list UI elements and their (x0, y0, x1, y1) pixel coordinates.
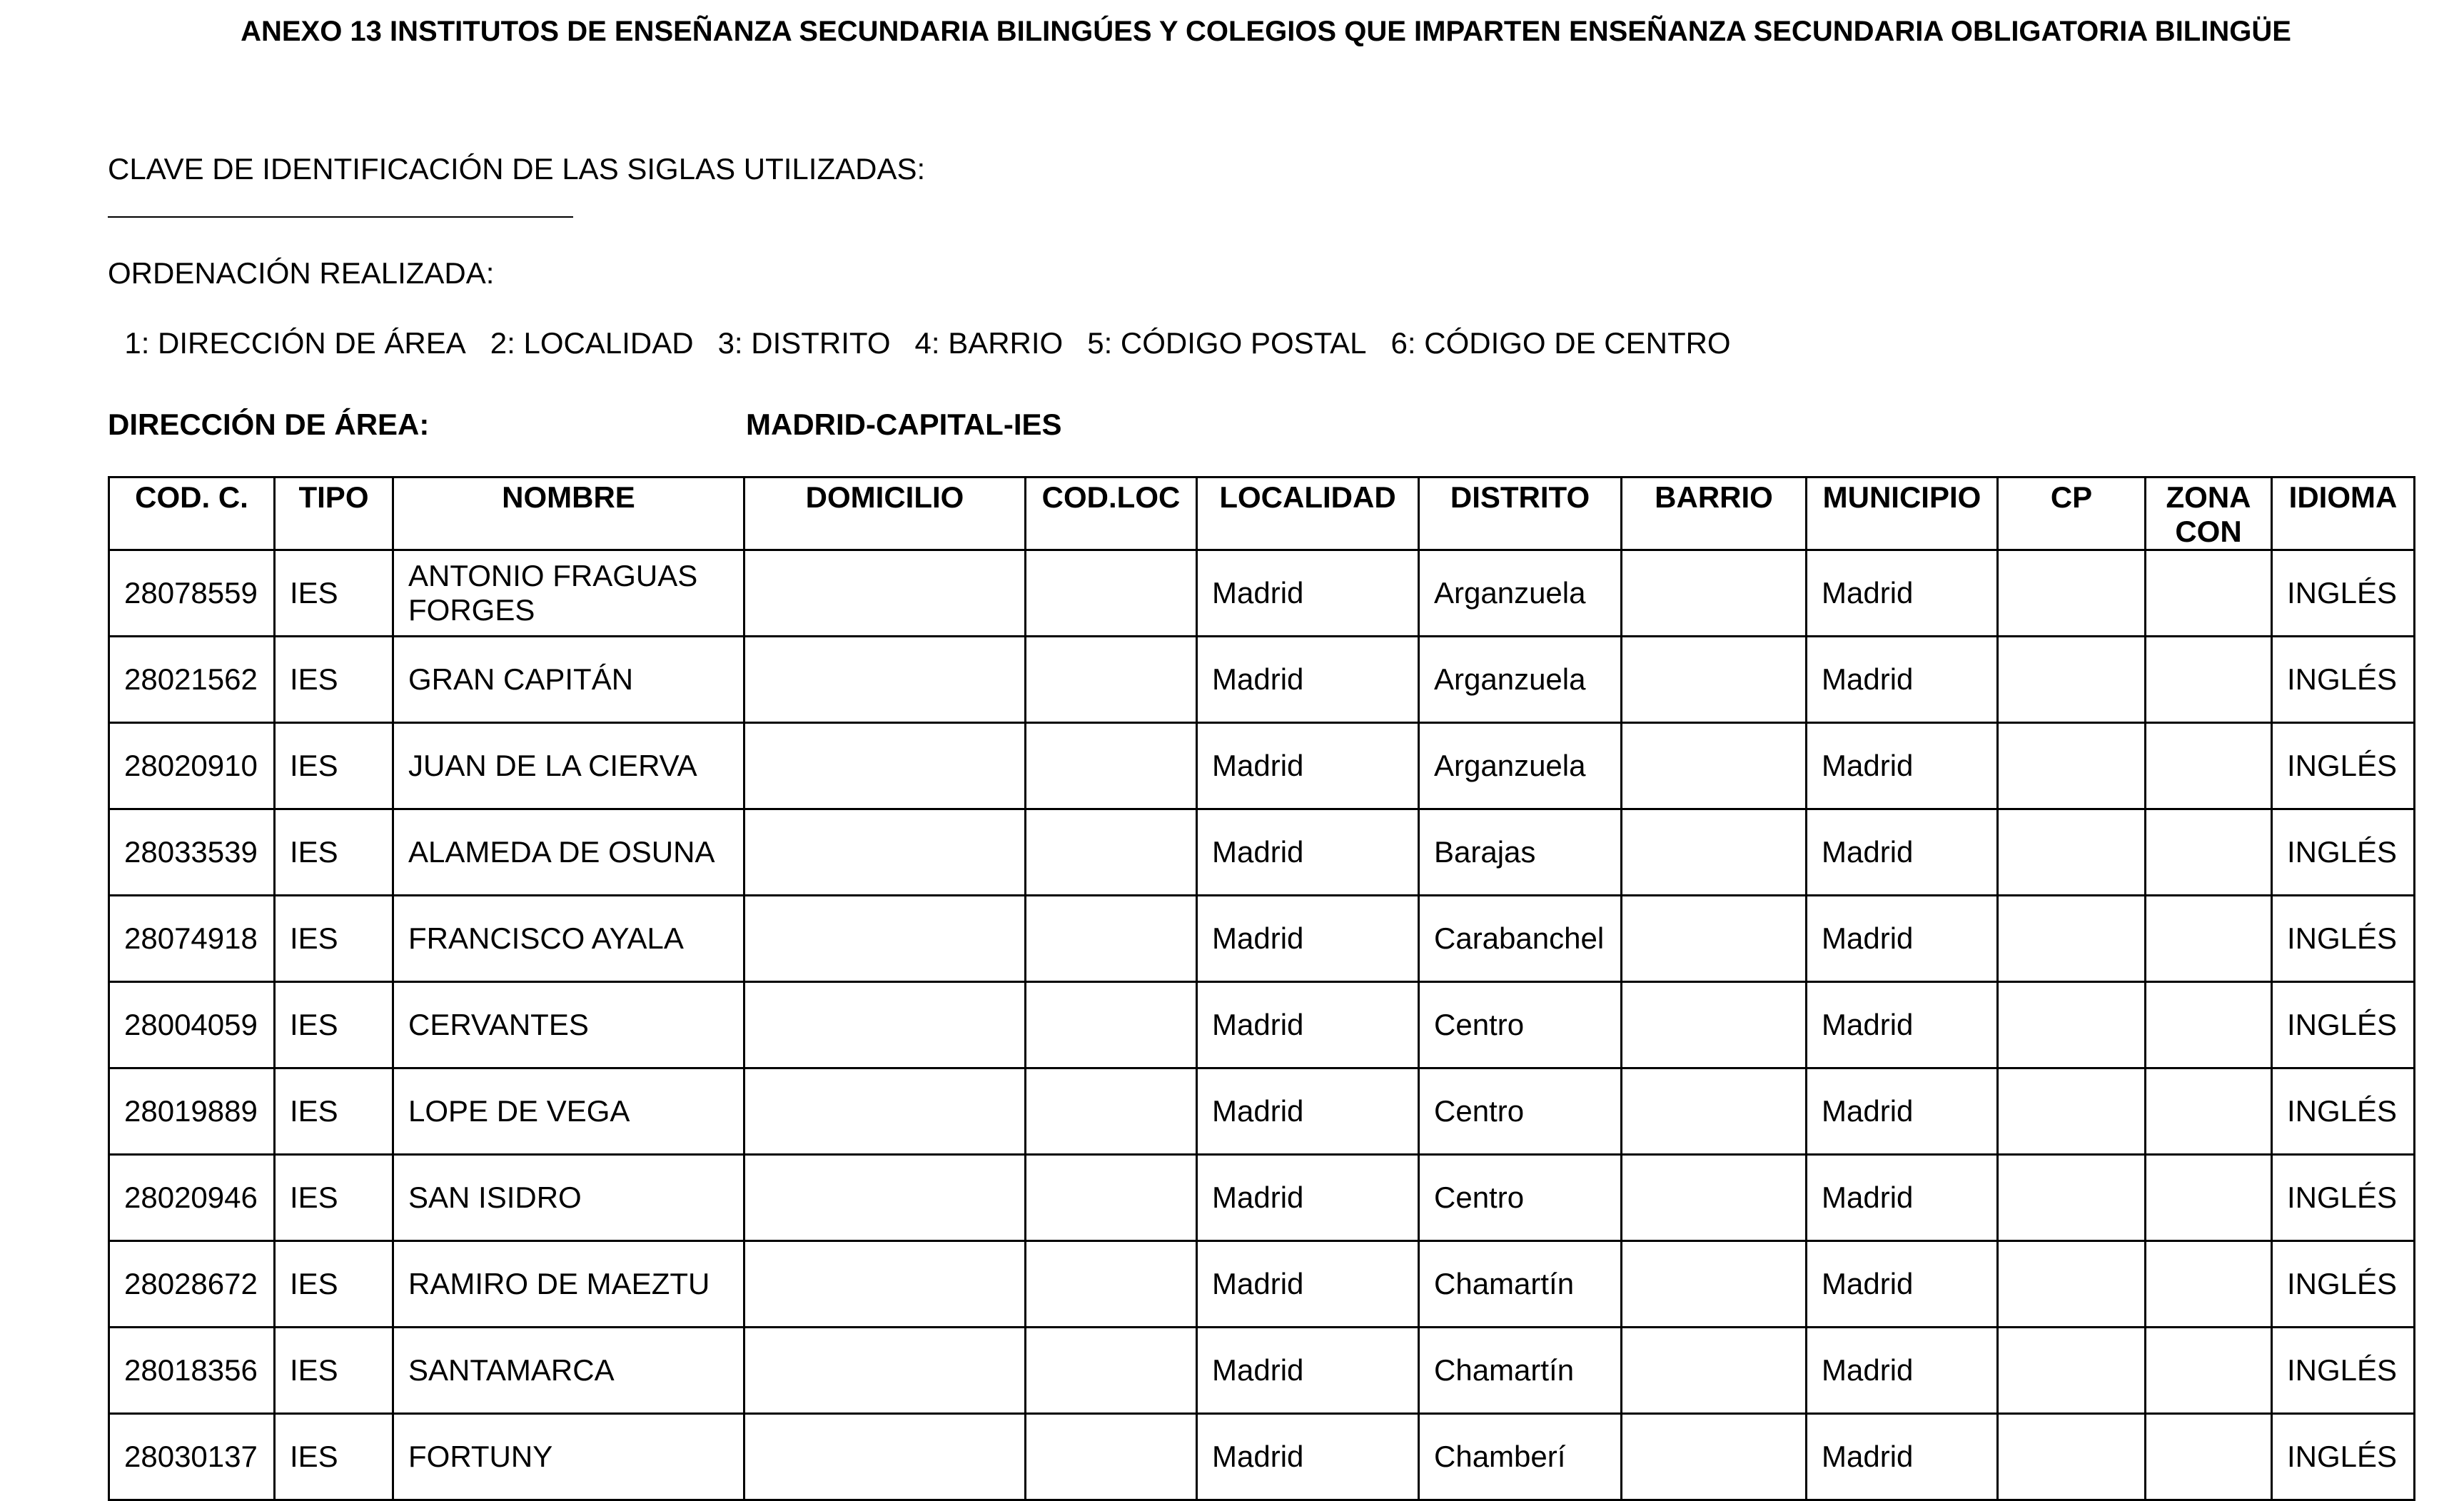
cell-zona-con (2146, 896, 2272, 982)
cell-barrio (1622, 809, 1807, 896)
cell-cp (1998, 637, 2146, 723)
schools-table (108, 476, 2415, 1501)
cell-barrio (1622, 1328, 1807, 1414)
cell-distrito: Arganzuela (1419, 637, 1622, 723)
cell-barrio (1622, 637, 1807, 723)
table-row (109, 896, 2415, 982)
ordering-item: 5: CÓDIGO POSTAL (1087, 326, 1367, 360)
cell-localidad: Madrid (1197, 1328, 1419, 1414)
cell-municipio: Madrid (1807, 982, 1998, 1068)
cell-cod: 28030137 (109, 1414, 275, 1500)
cell-nombre: FRANCISCO AYALA (393, 896, 744, 982)
cell-distrito: Barajas (1419, 809, 1622, 896)
ordering-item: 3: DISTRITO (717, 326, 891, 360)
table-row (109, 1328, 2415, 1414)
cell-localidad: Madrid (1197, 809, 1419, 896)
cell-municipio: Madrid (1807, 896, 1998, 982)
cell-codloc (1026, 1241, 1197, 1328)
cell-distrito: Arganzuela (1419, 550, 1622, 637)
cell-cod: 28078559 (109, 550, 275, 637)
cell-codloc (1026, 982, 1197, 1068)
cell-distrito: Chamartín (1419, 1328, 1622, 1414)
cell-cod: 28020946 (109, 1155, 275, 1241)
ordering-item: 4: BARRIO (914, 326, 1064, 360)
ordering-list (108, 290, 1755, 361)
cell-localidad: Madrid (1197, 723, 1419, 809)
table-row (109, 637, 2415, 723)
cell-domicilio (744, 1068, 1026, 1155)
column-header-idioma: IDIOMA (2272, 477, 2415, 550)
cell-cp (1998, 982, 2146, 1068)
cell-idioma: INGLÉS (2272, 723, 2415, 809)
cell-nombre: ANTONIO FRAGUAS FORGES (393, 550, 744, 637)
cell-municipio: Madrid (1807, 1155, 1998, 1241)
cell-idioma: INGLÉS (2272, 1068, 2415, 1155)
table-row (109, 1068, 2415, 1155)
document-title: ANEXO 13 INSTITUTOS DE ENSEÑANZA SECUNDARIA BILINGÚES Y COLEGIOS QUE IMPARTEN ENSEÑANZA SECUNDARIA OBLIGATORIA BILINGÜE (241, 16, 2291, 47)
cell-tipo: IES (275, 1155, 393, 1241)
cell-nombre: ALAMEDA DE OSUNA (393, 809, 744, 896)
area-value: MADRID-CAPITAL-IES (746, 408, 1062, 441)
cell-barrio (1622, 723, 1807, 809)
column-header-domicilio: DOMICILIO (744, 477, 1026, 550)
cell-cp (1998, 896, 2146, 982)
cell-barrio (1622, 982, 1807, 1068)
cell-domicilio (744, 1155, 1026, 1241)
cell-municipio: Madrid (1807, 1068, 1998, 1155)
cell-localidad: Madrid (1197, 896, 1419, 982)
cell-localidad: Madrid (1197, 1414, 1419, 1500)
cell-cod: 28020910 (109, 723, 275, 809)
cell-barrio (1622, 896, 1807, 982)
cell-zona-con (2146, 1414, 2272, 1500)
cell-cod: 28074918 (109, 896, 275, 982)
ordering-heading: ORDENACIÓN REALIZADA: (108, 256, 495, 290)
cell-municipio: Madrid (1807, 723, 1998, 809)
column-header-distrito: DISTRITO (1419, 477, 1622, 550)
cell-domicilio (744, 723, 1026, 809)
cell-idioma: INGLÉS (2272, 1241, 2415, 1328)
table-row (109, 982, 2415, 1068)
cell-domicilio (744, 809, 1026, 896)
cell-zona-con (2146, 550, 2272, 637)
cell-nombre: CERVANTES (393, 982, 744, 1068)
cell-cp (1998, 1241, 2146, 1328)
table-header-row (109, 477, 2415, 550)
cell-zona-con (2146, 982, 2272, 1068)
area-label: DIRECCIÓN DE ÁREA: (108, 408, 430, 441)
cell-distrito: Centro (1419, 1155, 1622, 1241)
ordering-item: 2: LOCALIDAD (490, 326, 694, 360)
cell-idioma: INGLÉS (2272, 1414, 2415, 1500)
cell-domicilio (744, 982, 1026, 1068)
cell-tipo: IES (275, 1328, 393, 1414)
sigla-key-heading: CLAVE DE IDENTIFICACIÓN DE LAS SIGLAS UTILIZADAS: (108, 152, 926, 186)
cell-zona-con (2146, 723, 2272, 809)
cell-idioma: INGLÉS (2272, 550, 2415, 637)
ordering-item: 6: CÓDIGO DE CENTRO (1390, 326, 1731, 360)
column-header-barrio: BARRIO (1622, 477, 1807, 550)
cell-cp (1998, 1414, 2146, 1500)
cell-tipo: IES (275, 982, 393, 1068)
cell-domicilio (744, 637, 1026, 723)
cell-cp (1998, 1068, 2146, 1155)
cell-localidad: Madrid (1197, 982, 1419, 1068)
cell-domicilio (744, 896, 1026, 982)
cell-domicilio (744, 1241, 1026, 1328)
cell-distrito: Chamartín (1419, 1241, 1622, 1328)
cell-localidad: Madrid (1197, 637, 1419, 723)
column-header-localidad: LOCALIDAD (1197, 477, 1419, 550)
cell-codloc (1026, 896, 1197, 982)
cell-distrito: Centro (1419, 982, 1622, 1068)
table-row (109, 1241, 2415, 1328)
cell-barrio (1622, 1068, 1807, 1155)
column-header-zona-con: ZONA CON (2146, 477, 2272, 550)
cell-municipio: Madrid (1807, 1414, 1998, 1500)
cell-codloc (1026, 637, 1197, 723)
cell-zona-con (2146, 1068, 2272, 1155)
cell-distrito: Arganzuela (1419, 723, 1622, 809)
cell-localidad: Madrid (1197, 1068, 1419, 1155)
cell-distrito: Centro (1419, 1068, 1622, 1155)
cell-nombre: JUAN DE LA CIERVA (393, 723, 744, 809)
cell-nombre: SAN ISIDRO (393, 1155, 744, 1241)
column-header-tipo: TIPO (275, 477, 393, 550)
cell-cp (1998, 809, 2146, 896)
cell-municipio: Madrid (1807, 1241, 1998, 1328)
cell-idioma: INGLÉS (2272, 982, 2415, 1068)
cell-cod: 28018356 (109, 1328, 275, 1414)
divider-rule (108, 216, 573, 218)
cell-domicilio (744, 1414, 1026, 1500)
cell-zona-con (2146, 1241, 2272, 1328)
table-row (109, 723, 2415, 809)
table-row (109, 1414, 2415, 1500)
cell-nombre: RAMIRO DE MAEZTU (393, 1241, 744, 1328)
cell-zona-con (2146, 809, 2272, 896)
cell-barrio (1622, 1241, 1807, 1328)
cell-cod: 28033539 (109, 809, 275, 896)
cell-barrio (1622, 1414, 1807, 1500)
cell-municipio: Madrid (1807, 1328, 1998, 1414)
cell-codloc (1026, 1068, 1197, 1155)
cell-nombre: FORTUNY (393, 1414, 744, 1500)
cell-zona-con (2146, 1328, 2272, 1414)
cell-codloc (1026, 1328, 1197, 1414)
cell-cod: 28021562 (109, 637, 275, 723)
cell-tipo: IES (275, 637, 393, 723)
table-row (109, 809, 2415, 896)
cell-nombre: LOPE DE VEGA (393, 1068, 744, 1155)
column-header-cod: COD. C. (109, 477, 275, 550)
cell-municipio: Madrid (1807, 809, 1998, 896)
cell-tipo: IES (275, 550, 393, 637)
cell-codloc (1026, 550, 1197, 637)
cell-cp (1998, 723, 2146, 809)
cell-idioma: INGLÉS (2272, 1328, 2415, 1414)
table-row (109, 1155, 2415, 1241)
cell-tipo: IES (275, 1414, 393, 1500)
cell-cod: 28028672 (109, 1241, 275, 1328)
table-row (109, 550, 2415, 637)
cell-tipo: IES (275, 723, 393, 809)
cell-cod: 28004059 (109, 982, 275, 1068)
cell-tipo: IES (275, 896, 393, 982)
column-header-codloc: COD.LOC (1026, 477, 1197, 550)
cell-localidad: Madrid (1197, 1241, 1419, 1328)
cell-tipo: IES (275, 1241, 393, 1328)
cell-nombre: GRAN CAPITÁN (393, 637, 744, 723)
cell-domicilio (744, 1328, 1026, 1414)
cell-municipio: Madrid (1807, 637, 1998, 723)
cell-barrio (1622, 1155, 1807, 1241)
cell-municipio: Madrid (1807, 550, 1998, 637)
cell-idioma: INGLÉS (2272, 637, 2415, 723)
cell-tipo: IES (275, 1068, 393, 1155)
cell-idioma: INGLÉS (2272, 809, 2415, 896)
cell-localidad: Madrid (1197, 1155, 1419, 1241)
cell-codloc (1026, 1155, 1197, 1241)
cell-localidad: Madrid (1197, 550, 1419, 637)
column-header-cp: CP (1998, 477, 2146, 550)
column-header-nombre: NOMBRE (393, 477, 744, 550)
cell-nombre: SANTAMARCA (393, 1328, 744, 1414)
cell-cod: 28019889 (109, 1068, 275, 1155)
cell-barrio (1622, 550, 1807, 637)
ordering-item: 1: DIRECCIÓN DE ÁREA (124, 326, 466, 360)
cell-zona-con (2146, 1155, 2272, 1241)
column-header-municipio: MUNICIPIO (1807, 477, 1998, 550)
cell-distrito: Carabanchel (1419, 896, 1622, 982)
cell-zona-con (2146, 637, 2272, 723)
cell-domicilio (744, 550, 1026, 637)
cell-distrito: Chamberí (1419, 1414, 1622, 1500)
cell-idioma: INGLÉS (2272, 896, 2415, 982)
cell-cp (1998, 1155, 2146, 1241)
cell-tipo: IES (275, 809, 393, 896)
cell-codloc (1026, 723, 1197, 809)
cell-cp (1998, 550, 2146, 637)
cell-cp (1998, 1328, 2146, 1414)
cell-idioma: INGLÉS (2272, 1155, 2415, 1241)
cell-codloc (1026, 1414, 1197, 1500)
cell-codloc (1026, 809, 1197, 896)
